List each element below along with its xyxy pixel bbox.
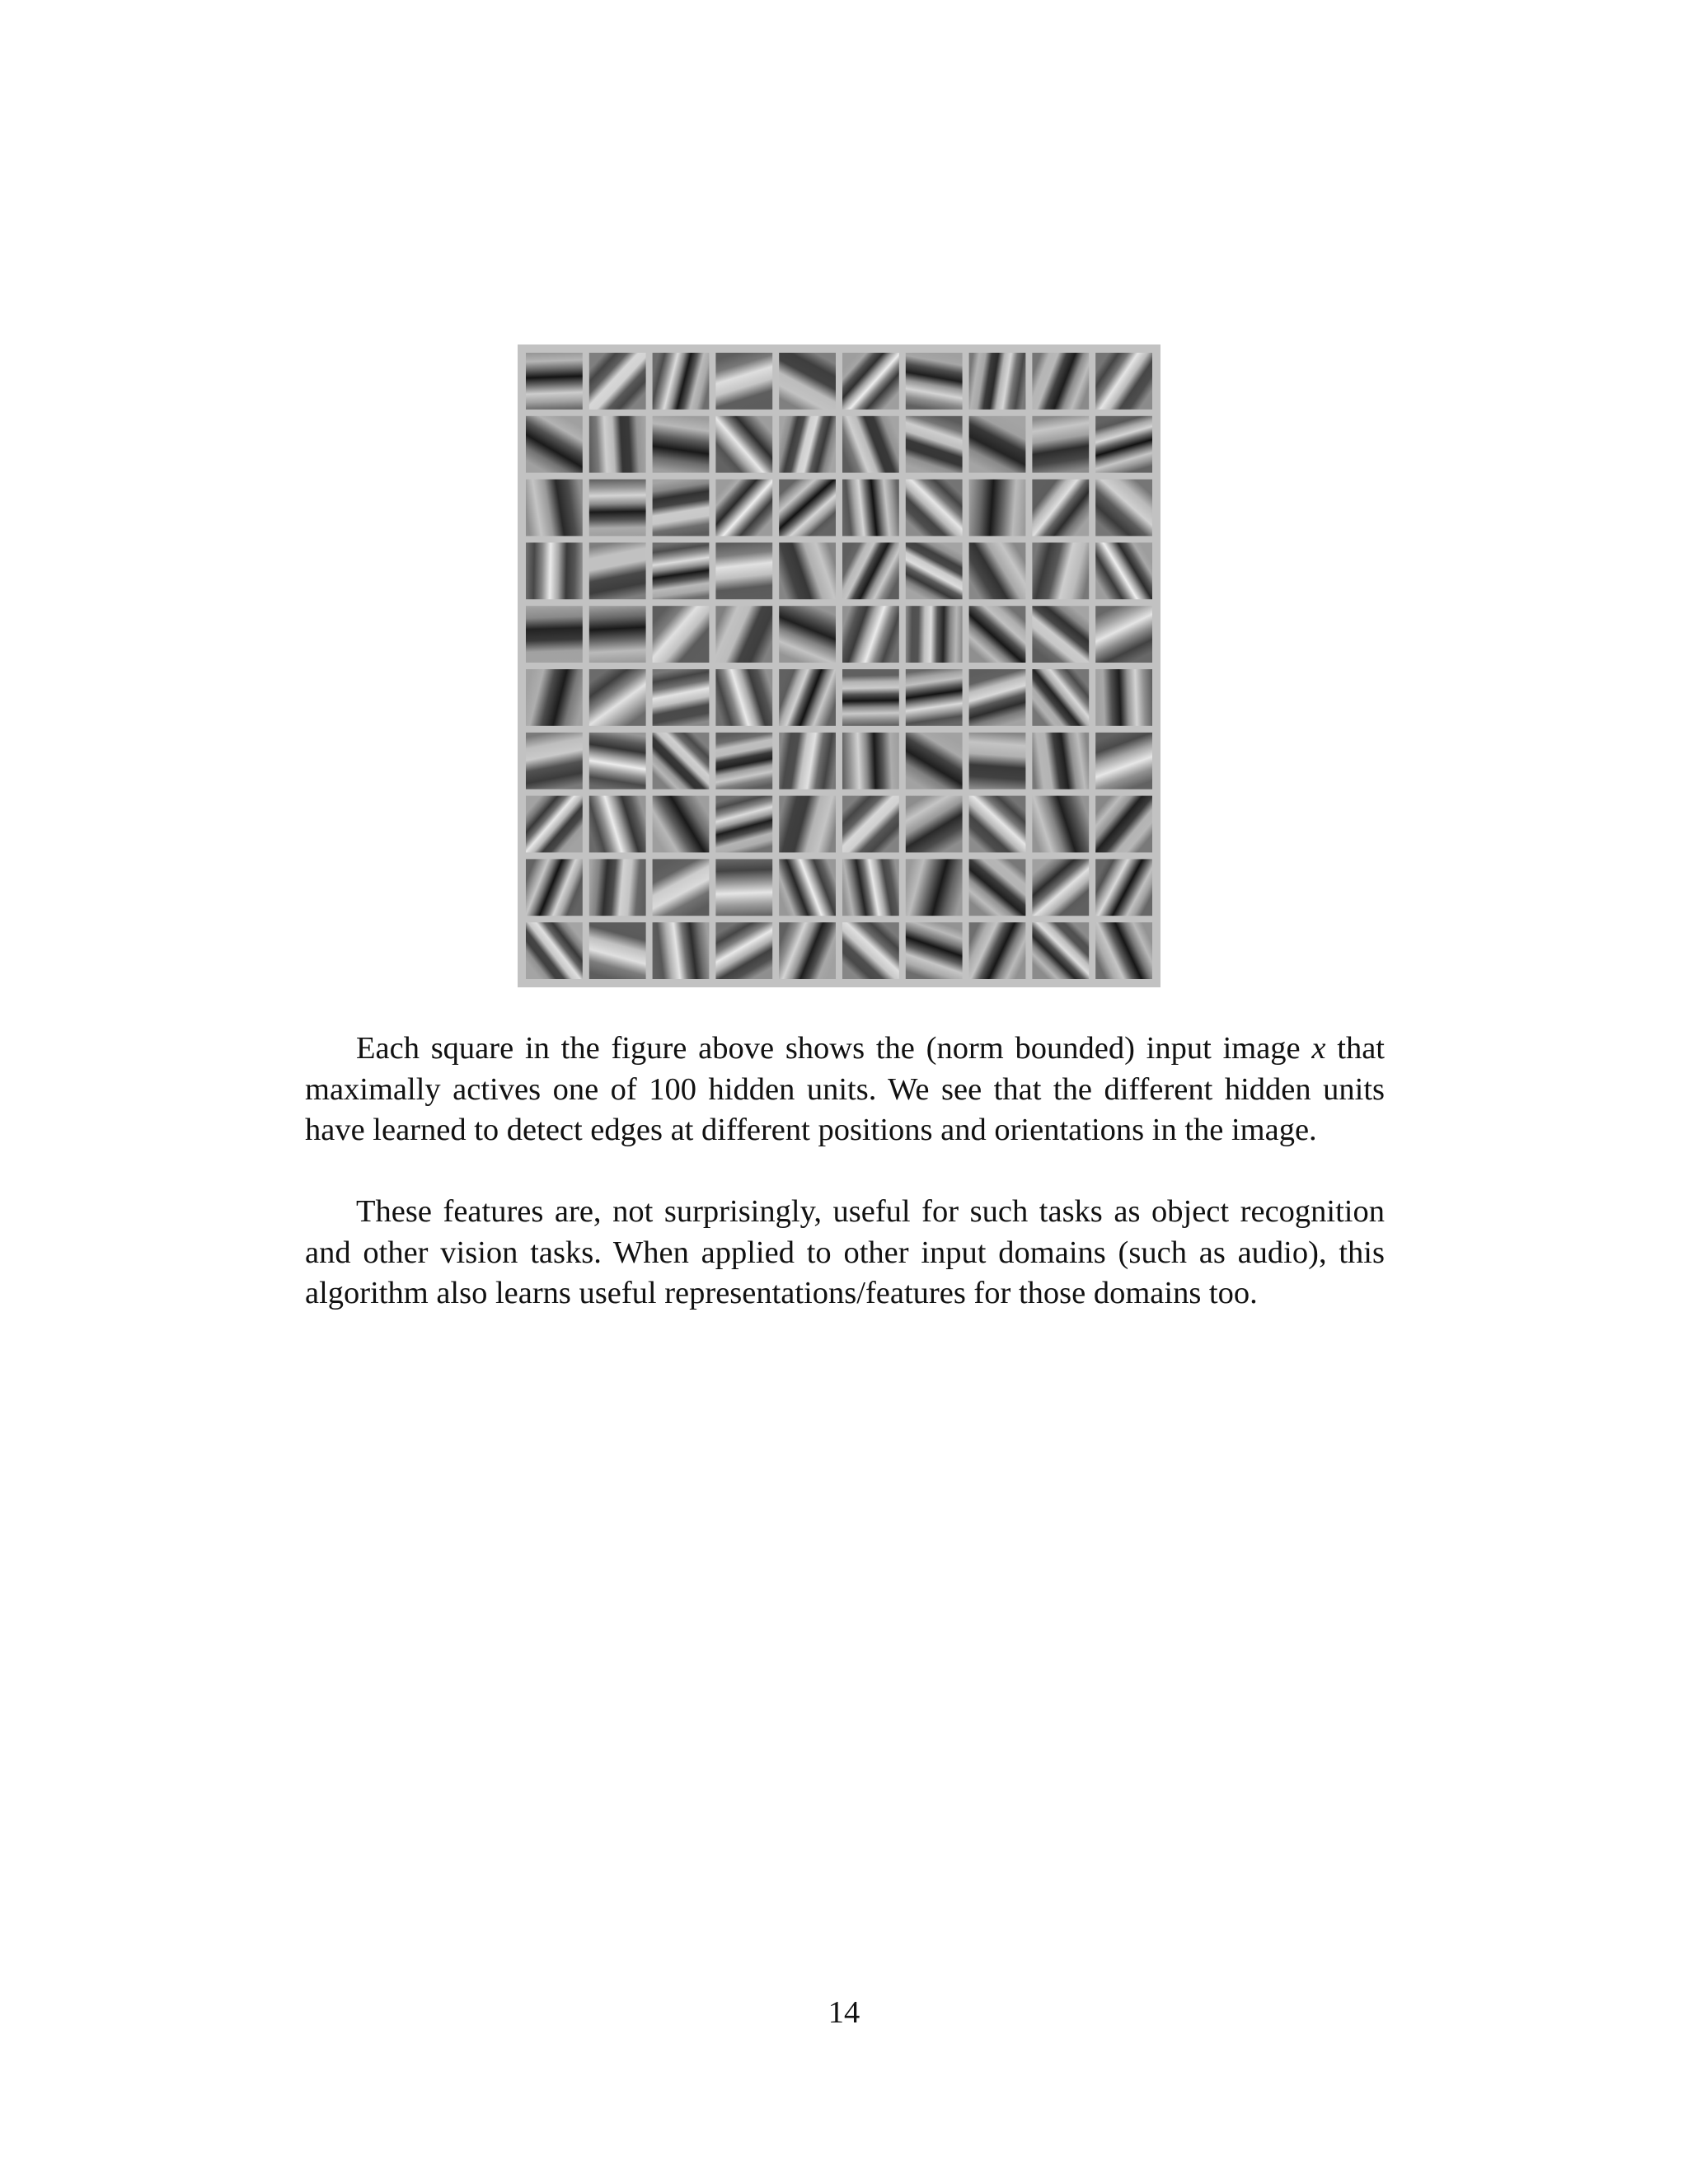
filter-tile [653,416,710,473]
filter-tile [526,922,583,979]
filter-tile [1095,669,1152,726]
filter-tile [842,796,899,853]
filter-tile [906,606,963,663]
filter-tile [779,542,836,599]
filter-tile [779,922,836,979]
filter-tile [969,416,1026,473]
filter-tile [842,480,899,537]
filter-tile [1095,606,1152,663]
filter-tile [589,922,646,979]
filter-tile [1095,353,1152,410]
paragraph-1-text-a: Each square in the figure above shows the (norm bounded) input image [356,1031,1312,1066]
filter-tile [589,416,646,473]
filter-tile [589,733,646,790]
filter-tile [969,796,1026,853]
paragraph-1-text-b: that maximally actives one of 100 hidden units. We see that the different hidden units have learned to detect edges at different positions and orientations in the image. [305,1031,1385,1147]
filter-tile [526,353,583,410]
filter-tile [906,416,963,473]
filter-tile [715,480,772,537]
filter-tile [969,353,1026,410]
filter-tile [653,922,710,979]
filter-tile [526,606,583,663]
filter-tile [969,859,1026,916]
filter-tile [1095,733,1152,790]
filter-tile [653,606,710,663]
filter-tile [715,669,772,726]
filter-tile [1095,796,1152,853]
filter-tile [906,796,963,853]
filter-tile [906,859,963,916]
filter-tile [969,606,1026,663]
filter-tile [842,733,899,790]
filter-tile [969,733,1026,790]
filter-tile [906,922,963,979]
filter-tile [969,669,1026,726]
filter-tile [1032,416,1089,473]
filter-grid [518,344,1160,987]
filter-tile [589,669,646,726]
variable-x: x [1311,1031,1326,1066]
filter-tile [1032,480,1089,537]
filter-tile [779,416,836,473]
filter-tile [589,796,646,853]
filter-tile [969,542,1026,599]
filter-tile [1032,542,1089,599]
filter-tile [969,922,1026,979]
filter-tile [779,859,836,916]
filter-tile [526,669,583,726]
filter-tile [779,733,836,790]
filter-tile [1032,669,1089,726]
filter-tile [653,353,710,410]
paragraph-2-text: These features are, not surprisingly, useful for such tasks as object recognition and other vision tasks. When applied to other input domains (such as audio), this algorithm also learns useful representations/features for those domains too. [305,1194,1385,1310]
filter-tile [842,353,899,410]
filter-tile [779,796,836,853]
filter-tile [842,416,899,473]
filter-tile [526,416,583,473]
filter-tile [1032,606,1089,663]
filter-tile [526,796,583,853]
filter-tile [779,353,836,410]
filter-tile [653,796,710,853]
filter-tile [842,606,899,663]
filter-tile [589,353,646,410]
filter-tile [1032,353,1089,410]
filter-tile [906,353,963,410]
filter-tile [1095,542,1152,599]
page-number: 14 [828,1995,860,2030]
filter-tile [1032,922,1089,979]
filter-tile [715,733,772,790]
paragraph-applications [305,1192,1385,1315]
filter-tile [653,542,710,599]
paragraph-figure-description [305,1029,1385,1151]
filter-tile [906,542,963,599]
filter-tile [1095,922,1152,979]
filter-tile [715,416,772,473]
filter-tile [842,542,899,599]
filter-tile [715,353,772,410]
filter-tile [842,859,899,916]
filter-tile [779,606,836,663]
filter-tile [715,859,772,916]
filter-tile [1095,859,1152,916]
filter-tile [1095,416,1152,473]
filter-tile [653,480,710,537]
filter-tile [715,922,772,979]
filter-tile [526,859,583,916]
filter-tile [1032,859,1089,916]
filter-tile [779,669,836,726]
filter-tile [715,542,772,599]
filter-tile [526,542,583,599]
filter-tile [1095,480,1152,537]
filter-tile [589,542,646,599]
filter-tile [715,606,772,663]
filter-tile [906,733,963,790]
filter-tile [653,669,710,726]
filter-tile [715,796,772,853]
filter-tile [842,922,899,979]
filter-tile [653,733,710,790]
filter-tile [653,859,710,916]
filter-tile [842,669,899,726]
filter-tile [526,733,583,790]
filter-tile [906,669,963,726]
filter-tile [589,480,646,537]
hidden-unit-visualization-figure [518,344,1160,987]
filter-tile [1032,733,1089,790]
filter-tile [589,606,646,663]
filter-tile [906,480,963,537]
filter-tile [779,480,836,537]
filter-tile [589,859,646,916]
filter-tile [1032,796,1089,853]
filter-tile [526,480,583,537]
filter-tile [969,480,1026,537]
